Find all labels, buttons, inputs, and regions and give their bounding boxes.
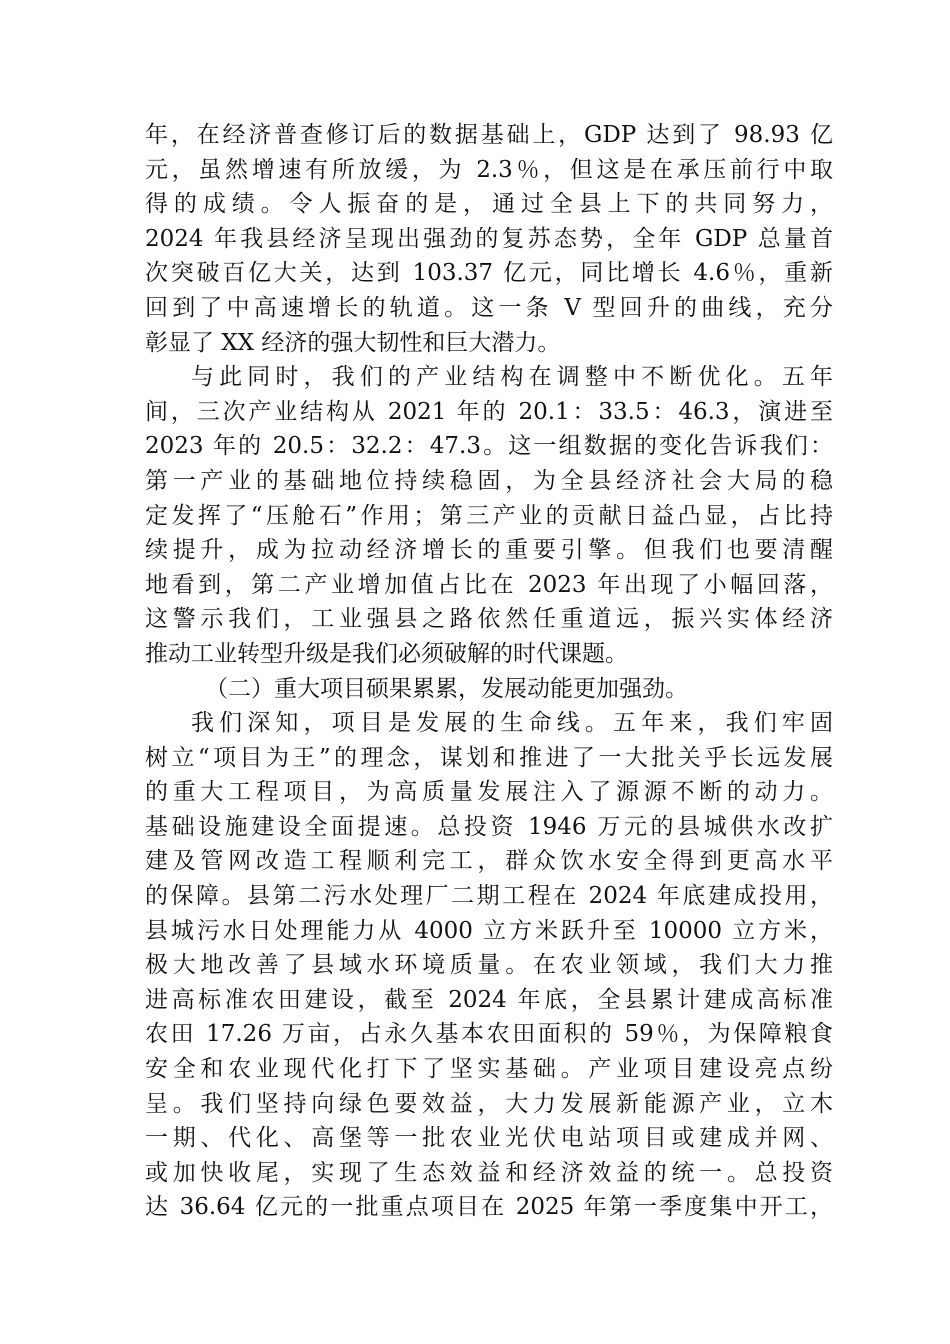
text-line: 安全和农业现代化打下了坚实基础。产业项目建设亮点纷 [145,1056,833,1083]
text-line: 建及管网改造工程顺利完工，群众饮水安全得到更高水平 [145,848,833,875]
text-line: 进高标准农田建设，截至 2024 年底，全县累计建成高标准 [145,986,833,1013]
text-line: 达 36.64 亿元的一批重点项目在 2025 年第一季度集中开工， [145,1194,833,1221]
text-line: 彰显了 XX 经济的强大韧性和巨大潜力。 [145,329,561,356]
text-line: 间，三次产业结构从 2021 年的 20.1：33.5：46.3，演进至 [145,398,833,425]
text-line: 地看到，第二产业增加值占比在 2023 年出现了小幅回落， [145,571,833,598]
body-text [145,118,833,1225]
text-line: 2023 年的 20.5：32.2：47.3。这一组数据的变化告诉我们： [145,433,833,460]
text-line: 续提升，成为拉动经济增长的重要引擎。但我们也要清醒 [145,537,833,564]
text-line: 一期、代化、高堡等一批农业光伏电站项目或建成并网、 [145,1125,833,1152]
text-line: 呈。我们坚持向绿色要效益，大力发展新能源产业，立木 [145,1090,833,1117]
section-heading: （二）重大项目硕果累累，发展动能更加强劲。 [205,675,688,702]
text-line: 得的成绩。令人振奋的是，通过全县上下的共同努力， [145,191,833,218]
text-line: 年，在经济普查修订后的数据基础上，GDP 达到了 98.93 亿 [145,122,833,148]
text-line: 基础设施建设全面提速。总投资 1946 万元的县城供水改扩 [145,813,833,840]
text-line: 极大地改善了县域水环境质量。在农业领域，我们大力推 [145,952,833,979]
text-line: 回到了中高速增长的轨道。这一条 V 型回升的曲线，充分 [145,294,833,321]
paragraph-first-line: 与此同时，我们的产业结构在调整中不断优化。五年 [191,364,833,391]
text-line: 推动工业转型升级是我们必须破解的时代课题。 [145,640,628,667]
text-line: 县城污水日处理能力从 4000 立方米跃升至 10000 立方米， [145,917,833,944]
text-line: 农田 17.26 万亩，占永久基本农田面积的 59％，为保障粮食 [145,1021,833,1048]
text-line: 次突破百亿大关，达到 103.37 亿元，同比增长 4.6％，重新 [145,260,833,287]
text-line: 第一产业的基础地位持续稳固，为全县经济社会大局的稳 [145,467,833,494]
paragraph-first-line: 我们深知，项目是发展的生命线。五年来，我们牢固 [191,710,833,737]
text-line: 这警示我们，工业强县之路依然任重道远，振兴实体经济 [145,606,833,633]
text-line: 元，虽然增速有所放缓，为 2.3％，但这是在承压前行中取 [145,156,833,183]
text-line: 或加快收尾，实现了生态效益和经济效益的统一。总投资 [145,1159,833,1186]
text-line: 2024 年我县经济呈现出强劲的复苏态势，全年 GDP 总量首 [145,225,833,252]
text-line: 的保障。县第二污水处理厂二期工程在 2024 年底建成投用， [145,883,833,910]
text-line: 定发挥了“压舱石”作用；第三产业的贡献日益凸显，占比持 [145,502,833,529]
text-line: 树立“项目为王”的理念，谋划和推进了一大批关乎长远发展 [145,744,833,771]
text-line: 的重大工程项目，为高质量发展注入了源源不断的动力。 [145,779,833,806]
